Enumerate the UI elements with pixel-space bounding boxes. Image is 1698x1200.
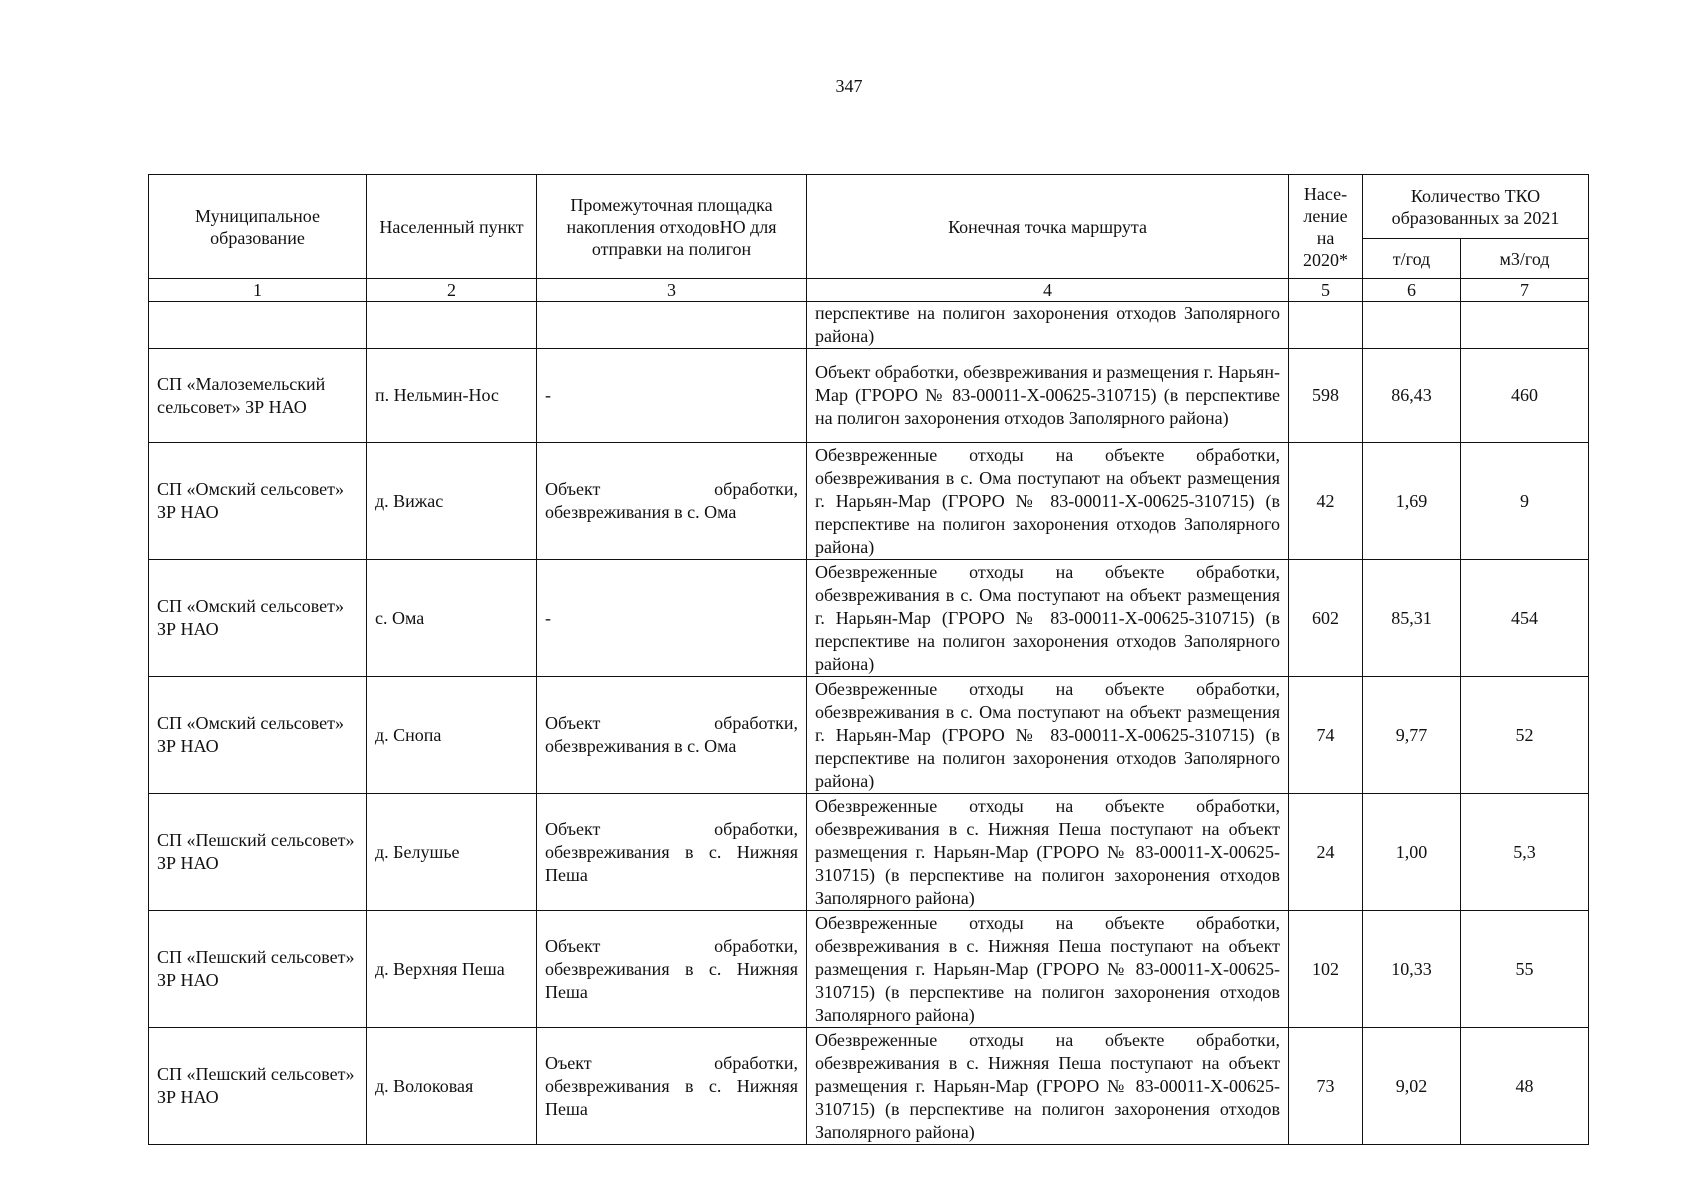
site-cell: Объект обработки, обезвреживания в с. Нижняя Пеша bbox=[537, 911, 807, 1028]
header-municipality: Муниципальное образование bbox=[149, 175, 367, 279]
column-number: 2 bbox=[367, 279, 537, 302]
m3-cell: 52 bbox=[1461, 677, 1589, 794]
municipality-cell: СП «Пешский сельсовет» ЗР НАО bbox=[149, 1028, 367, 1145]
header-route: Конечная точка маршрута bbox=[807, 175, 1289, 279]
m3-cell: 5,3 bbox=[1461, 794, 1589, 911]
column-number: 4 bbox=[807, 279, 1289, 302]
table-row bbox=[149, 677, 1589, 794]
m3-cell: 460 bbox=[1461, 349, 1589, 443]
settlement-cell: д. Снопа bbox=[367, 677, 537, 794]
column-number: 1 bbox=[149, 279, 367, 302]
municipality-cell: СП «Пешский сельсовет» ЗР НАО bbox=[149, 911, 367, 1028]
site-cell: Объект обработки, обезвреживания в с. Ома bbox=[537, 443, 807, 560]
site-cell bbox=[537, 302, 807, 349]
settlement-cell: с. Ома bbox=[367, 560, 537, 677]
page-number: 347 bbox=[835, 76, 863, 96]
population-cell: 42 bbox=[1289, 443, 1363, 560]
table-row bbox=[149, 794, 1589, 911]
table-row bbox=[149, 1028, 1589, 1145]
settlement-cell: д. Вижас bbox=[367, 443, 537, 560]
waste-routes-table bbox=[148, 174, 1589, 1145]
route-cell: Обезвреженные отходы на объекте обработки, обезвреживания в с. Ома поступают на объект размещения г. Нарьян-Мар (ГРОРО № 83-00011-Х-00625-310715) (в перспективе на полигон захоронения отходов Заполярного района) bbox=[807, 677, 1289, 794]
population-cell: 102 bbox=[1289, 911, 1363, 1028]
municipality-cell: СП «Пешский сельсовет» ЗР НАО bbox=[149, 794, 367, 911]
column-number: 7 bbox=[1461, 279, 1589, 302]
site-cell: Оъект обработки, обезвреживания в с. Нижняя Пеша bbox=[537, 1028, 807, 1145]
tons-cell: 9,77 bbox=[1363, 677, 1461, 794]
route-cell: Обезвреженные отходы на объекте обработки, обезвреживания в с. Ома поступают на объект размещения г. Нарьян-Мар (ГРОРО № 83-00011-Х-00625-310715) (в перспективе на полигон захоронения отходов Заполярного района) bbox=[807, 443, 1289, 560]
population-cell bbox=[1289, 302, 1363, 349]
site-cell: Объект обработки, обезвреживания в с. Ома bbox=[537, 677, 807, 794]
route-cell: Обезвреженные отходы на объекте обработки, обезвреживания в с. Нижняя Пеша поступают на объект размещения г. Нарьян-Мар (ГРОРО № 83-00011-Х-00625-310715) (в перспективе на полигон захоронения отходов Заполярного района) bbox=[807, 794, 1289, 911]
population-cell: 73 bbox=[1289, 1028, 1363, 1145]
population-cell: 24 bbox=[1289, 794, 1363, 911]
m3-cell: 454 bbox=[1461, 560, 1589, 677]
tons-cell bbox=[1363, 302, 1461, 349]
site-cell: - bbox=[537, 349, 807, 443]
m3-cell: 55 bbox=[1461, 911, 1589, 1028]
settlement-cell bbox=[367, 302, 537, 349]
tons-cell: 85,31 bbox=[1363, 560, 1461, 677]
column-numbers-row bbox=[149, 279, 1589, 302]
route-cell: Обезвреженные отходы на объекте обработки, обезвреживания в с. Нижняя Пеша поступают на объект размещения г. Нарьян-Мар (ГРОРО № 83-00011-Х-00625-310715) (в перспективе на полигон захоронения отходов Заполярного района) bbox=[807, 1028, 1289, 1145]
m3-cell: 9 bbox=[1461, 443, 1589, 560]
route-cell: Объект обработки, обезвреживания и размещения г. Нарьян-Мар (ГРОРО № 83-00011-Х-00625-310715) (в перспективе на полигон захоронения отходов Заполярного района) bbox=[807, 349, 1289, 443]
header-m3: м3/год bbox=[1461, 239, 1589, 279]
column-number: 3 bbox=[537, 279, 807, 302]
header-row bbox=[149, 175, 1589, 239]
header-settlement: Населенный пункт bbox=[367, 175, 537, 279]
table-row bbox=[149, 302, 1589, 349]
m3-cell bbox=[1461, 302, 1589, 349]
population-cell: 598 bbox=[1289, 349, 1363, 443]
table-row bbox=[149, 911, 1589, 1028]
municipality-cell: СП «Омский сельсовет» ЗР НАО bbox=[149, 443, 367, 560]
site-cell: Объект обработки, обезвреживания в с. Нижняя Пеша bbox=[537, 794, 807, 911]
table-row bbox=[149, 443, 1589, 560]
header-tko-quantity: Количество ТКО образованных за 2021 bbox=[1363, 175, 1589, 239]
settlement-cell: д. Белушье bbox=[367, 794, 537, 911]
route-cell: Обезвреженные отходы на объекте обработки, обезвреживания в с. Нижняя Пеша поступают на объект размещения г. Нарьян-Мар (ГРОРО № 83-00011-Х-00625-310715) (в перспективе на полигон захоронения отходов Заполярного района) bbox=[807, 911, 1289, 1028]
tons-cell: 1,00 bbox=[1363, 794, 1461, 911]
table-row bbox=[149, 349, 1589, 443]
column-number: 5 bbox=[1289, 279, 1363, 302]
municipality-cell: СП «Омский сельсовет» ЗР НАО bbox=[149, 560, 367, 677]
header-site: Промежуточная площадка накопления отходовНО для отправки на полигон bbox=[537, 175, 807, 279]
site-cell: - bbox=[537, 560, 807, 677]
municipality-cell: СП «Омский сельсовет» ЗР НАО bbox=[149, 677, 367, 794]
tons-cell: 10,33 bbox=[1363, 911, 1461, 1028]
tons-cell: 1,69 bbox=[1363, 443, 1461, 560]
route-cell: перспективе на полигон захоронения отходов Заполярного района) bbox=[807, 302, 1289, 349]
column-number: 6 bbox=[1363, 279, 1461, 302]
settlement-cell: д. Волоковая bbox=[367, 1028, 537, 1145]
header-tons: т/год bbox=[1363, 239, 1461, 279]
table-body bbox=[149, 279, 1589, 1145]
table-row bbox=[149, 560, 1589, 677]
m3-cell: 48 bbox=[1461, 1028, 1589, 1145]
tons-cell: 86,43 bbox=[1363, 349, 1461, 443]
settlement-cell: д. Верхняя Пеша bbox=[367, 911, 537, 1028]
header-population: Насе-ление на 2020* bbox=[1289, 175, 1363, 279]
route-cell: Обезвреженные отходы на объекте обработки, обезвреживания в с. Ома поступают на объект размещения г. Нарьян-Мар (ГРОРО № 83-00011-Х-00625-310715) (в перспективе на полигон захоронения отходов Заполярного района) bbox=[807, 560, 1289, 677]
municipality-cell bbox=[149, 302, 367, 349]
population-cell: 74 bbox=[1289, 677, 1363, 794]
municipality-cell: СП «Малоземельский сельсовет» ЗР НАО bbox=[149, 349, 367, 443]
tons-cell: 9,02 bbox=[1363, 1028, 1461, 1145]
population-cell: 602 bbox=[1289, 560, 1363, 677]
settlement-cell: п. Нельмин-Нос bbox=[367, 349, 537, 443]
